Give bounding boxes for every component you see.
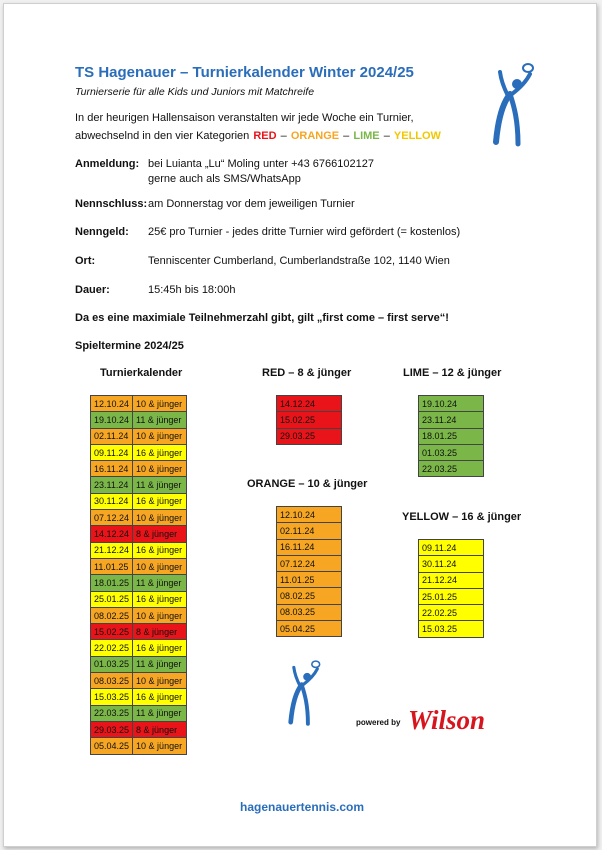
group-date-cell: 22.02.25 xyxy=(419,605,484,621)
calendar-category-cell: 16 & jünger xyxy=(133,640,187,656)
calendar-category-cell: 11 & jünger xyxy=(133,412,187,428)
calendar-category-cell: 16 & jünger xyxy=(133,591,187,607)
group-date-cell: 14.12.24 xyxy=(277,396,342,412)
calendar-date-cell: 29.03.25 xyxy=(91,721,133,737)
table-row xyxy=(91,510,187,526)
table-row xyxy=(91,444,187,460)
notice-first-come: Da es eine maximiale Teilnehmerzahl gibt, gilt „first come – first serve“! xyxy=(75,312,449,324)
calendar-category-cell: 10 & jünger xyxy=(133,428,187,444)
calendar-category-cell: 10 & jünger xyxy=(133,607,187,623)
yellow-table xyxy=(418,539,484,638)
group-date-cell: 15.03.25 xyxy=(419,621,484,637)
red-heading: RED – 8 & jünger xyxy=(262,367,352,379)
category-separator: – xyxy=(343,130,350,142)
table-row xyxy=(91,656,187,672)
table-row xyxy=(419,540,484,556)
group-date-cell: 01.03.25 xyxy=(419,444,484,460)
group-date-cell: 19.10.24 xyxy=(419,396,484,412)
group-date-cell: 07.12.24 xyxy=(277,555,342,571)
calendar-date-cell: 14.12.24 xyxy=(91,526,133,542)
category-red-label: RED xyxy=(253,130,277,142)
calendar-date-cell: 09.11.24 xyxy=(91,444,133,460)
anmeldung-line-2: gerne auch als SMS/WhatsApp xyxy=(148,173,301,185)
table-row xyxy=(91,705,187,721)
table-row xyxy=(419,621,484,637)
table-row xyxy=(419,396,484,412)
table-row xyxy=(91,673,187,689)
info-ort xyxy=(75,254,525,270)
group-date-cell: 11.01.25 xyxy=(277,572,342,588)
table-row xyxy=(91,591,187,607)
category-separator: – xyxy=(280,130,287,142)
anmeldung-label: Anmeldung: xyxy=(75,158,140,170)
table-row xyxy=(91,396,187,412)
nenngeld-value: 25€ pro Turnier - jedes dritte Turnier wird gefördert (= kostenlos) xyxy=(148,226,461,238)
calendar-category-cell: 11 & jünger xyxy=(133,477,187,493)
intro-line-1: In der heurigen Hallensaison veranstalten wir jede Woche ein Turnier, xyxy=(75,112,414,124)
calendar-category-cell: 16 & jünger xyxy=(133,542,187,558)
group-date-cell: 08.03.25 xyxy=(277,604,342,620)
group-date-cell: 23.11.24 xyxy=(419,412,484,428)
intro-line-2: abwechselnd in den vier Kategorien xyxy=(75,130,250,142)
red-table xyxy=(276,395,342,445)
table-row xyxy=(91,526,187,542)
calendar-category-cell: 10 & jünger xyxy=(133,396,187,412)
group-date-cell: 18.01.25 xyxy=(419,428,484,444)
calendar-date-cell: 15.03.25 xyxy=(91,689,133,705)
turnierkalender-heading: Turnierkalender xyxy=(100,367,183,379)
calendar-date-cell: 07.12.24 xyxy=(91,510,133,526)
calendar-category-cell: 11 & jünger xyxy=(133,656,187,672)
calendar-date-cell: 18.01.25 xyxy=(91,575,133,591)
document-page xyxy=(3,3,597,847)
calendar-category-cell: 10 & jünger xyxy=(133,558,187,574)
orange-heading: ORANGE – 10 & jünger xyxy=(247,478,368,490)
calendar-category-cell: 16 & jünger xyxy=(133,444,187,460)
calendar-date-cell: 12.10.24 xyxy=(91,396,133,412)
powered-by-text: powered by xyxy=(356,718,401,727)
calendar-category-cell: 8 & jünger xyxy=(133,526,187,542)
lime-heading: LIME – 12 & jünger xyxy=(403,367,502,379)
table-row xyxy=(277,523,342,539)
calendar-category-cell: 11 & jünger xyxy=(133,705,187,721)
table-row xyxy=(277,507,342,523)
table-row xyxy=(91,575,187,591)
table-row xyxy=(419,444,484,460)
table-row xyxy=(91,640,187,656)
calendar-date-cell: 05.04.25 xyxy=(91,738,133,754)
calendar-date-cell: 15.02.25 xyxy=(91,624,133,640)
ort-label: Ort: xyxy=(75,255,96,267)
table-row xyxy=(419,588,484,604)
table-row xyxy=(91,624,187,640)
category-yellow-label: YELLOW xyxy=(393,130,441,142)
yellow-heading: YELLOW – 16 & jünger xyxy=(402,511,522,523)
calendar-date-cell: 19.10.24 xyxy=(91,412,133,428)
calendar-category-cell: 16 & jünger xyxy=(133,689,187,705)
table-row xyxy=(277,588,342,604)
calendar-date-cell: 23.11.24 xyxy=(91,477,133,493)
orange-table xyxy=(276,506,342,637)
calendar-category-cell: 10 & jünger xyxy=(133,738,187,754)
table-row xyxy=(91,558,187,574)
table-row xyxy=(419,461,484,477)
spieltermine-heading: Spieltermine 2024/25 xyxy=(75,340,184,352)
group-date-cell: 02.11.24 xyxy=(277,523,342,539)
calendar-category-cell: 10 & jünger xyxy=(133,510,187,526)
table-row xyxy=(91,689,187,705)
group-date-cell: 15.02.25 xyxy=(277,412,342,428)
calendar-category-cell: 10 & jünger xyxy=(133,461,187,477)
table-row xyxy=(419,572,484,588)
ort-value: Tenniscenter Cumberland, Cumberlandstraße 102, 1140 Wien xyxy=(148,255,450,267)
info-nennschluss xyxy=(75,197,525,213)
table-row xyxy=(91,428,187,444)
category-separator: – xyxy=(383,130,390,142)
table-row xyxy=(277,396,342,412)
table-row xyxy=(419,556,484,572)
table-row xyxy=(419,428,484,444)
lime-table xyxy=(418,395,484,477)
table-row xyxy=(277,555,342,571)
calendar-date-cell: 02.11.24 xyxy=(91,428,133,444)
table-row xyxy=(91,461,187,477)
group-date-cell: 09.11.24 xyxy=(419,540,484,556)
table-row xyxy=(419,412,484,428)
calendar-category-cell: 8 & jünger xyxy=(133,721,187,737)
calendar-date-cell: 01.03.25 xyxy=(91,656,133,672)
group-date-cell: 30.11.24 xyxy=(419,556,484,572)
category-lime-label: LIME xyxy=(353,130,380,142)
anmeldung-value xyxy=(148,157,374,187)
group-date-cell: 05.04.25 xyxy=(277,621,342,637)
info-anmeldung xyxy=(75,157,525,189)
group-date-cell: 16.11.24 xyxy=(277,539,342,555)
page-subtitle: Turnierserie für alle Kids und Juniors mit Matchreife xyxy=(75,86,315,98)
nennschluss-label: Nennschluss: xyxy=(75,198,148,210)
table-row xyxy=(91,493,187,509)
table-row xyxy=(277,428,342,444)
calendar-date-cell: 21.12.24 xyxy=(91,542,133,558)
table-row xyxy=(419,605,484,621)
table-row xyxy=(277,412,342,428)
calendar-date-cell: 25.01.25 xyxy=(91,591,133,607)
group-date-cell: 25.01.25 xyxy=(419,588,484,604)
intro-paragraph xyxy=(75,109,442,145)
table-row xyxy=(91,412,187,428)
calendar-date-cell: 22.02.25 xyxy=(91,640,133,656)
calendar-date-cell: 08.02.25 xyxy=(91,607,133,623)
tennis-player-logo-icon xyxy=(488,60,538,152)
nennschluss-value: am Donnerstag vor dem jeweiligen Turnier xyxy=(148,198,355,210)
calendar-date-cell: 11.01.25 xyxy=(91,558,133,574)
dauer-label: Dauer: xyxy=(75,284,110,296)
dauer-value: 15:45h bis 18:00h xyxy=(148,284,236,296)
calendar-category-cell: 16 & jünger xyxy=(133,493,187,509)
group-date-cell: 22.03.25 xyxy=(419,461,484,477)
info-dauer xyxy=(75,283,525,299)
table-row xyxy=(91,542,187,558)
table-row xyxy=(91,738,187,754)
page-title: TS Hagenauer – Turnierkalender Winter 2024/25 xyxy=(75,64,414,81)
calendar-category-cell: 8 & jünger xyxy=(133,624,187,640)
info-nenngeld xyxy=(75,225,525,241)
group-date-cell: 29.03.25 xyxy=(277,428,342,444)
wilson-logo-text: Wilson xyxy=(408,706,486,734)
calendar-category-cell: 10 & jünger xyxy=(133,673,187,689)
group-date-cell: 21.12.24 xyxy=(419,572,484,588)
calendar-date-cell: 16.11.24 xyxy=(91,461,133,477)
table-row xyxy=(277,621,342,637)
calendar-date-cell: 22.03.25 xyxy=(91,705,133,721)
turnierkalender-table xyxy=(90,395,187,755)
calendar-category-cell: 11 & jünger xyxy=(133,575,187,591)
tennis-player-logo-icon xyxy=(280,658,328,730)
table-row xyxy=(277,539,342,555)
calendar-date-cell: 08.03.25 xyxy=(91,673,133,689)
category-orange-label: ORANGE xyxy=(290,130,340,142)
table-row xyxy=(91,477,187,493)
group-date-cell: 12.10.24 xyxy=(277,507,342,523)
nenngeld-label: Nenngeld: xyxy=(75,226,129,238)
table-row xyxy=(91,721,187,737)
footer-website: hagenauertennis.com xyxy=(239,800,365,814)
anmeldung-line-1: bei Luianta „Lu“ Moling unter +43 6766102127 xyxy=(148,158,374,170)
group-date-cell: 08.02.25 xyxy=(277,588,342,604)
table-row xyxy=(277,604,342,620)
calendar-date-cell: 30.11.24 xyxy=(91,493,133,509)
wilson-logo xyxy=(406,706,522,734)
table-row xyxy=(277,572,342,588)
table-row xyxy=(91,607,187,623)
